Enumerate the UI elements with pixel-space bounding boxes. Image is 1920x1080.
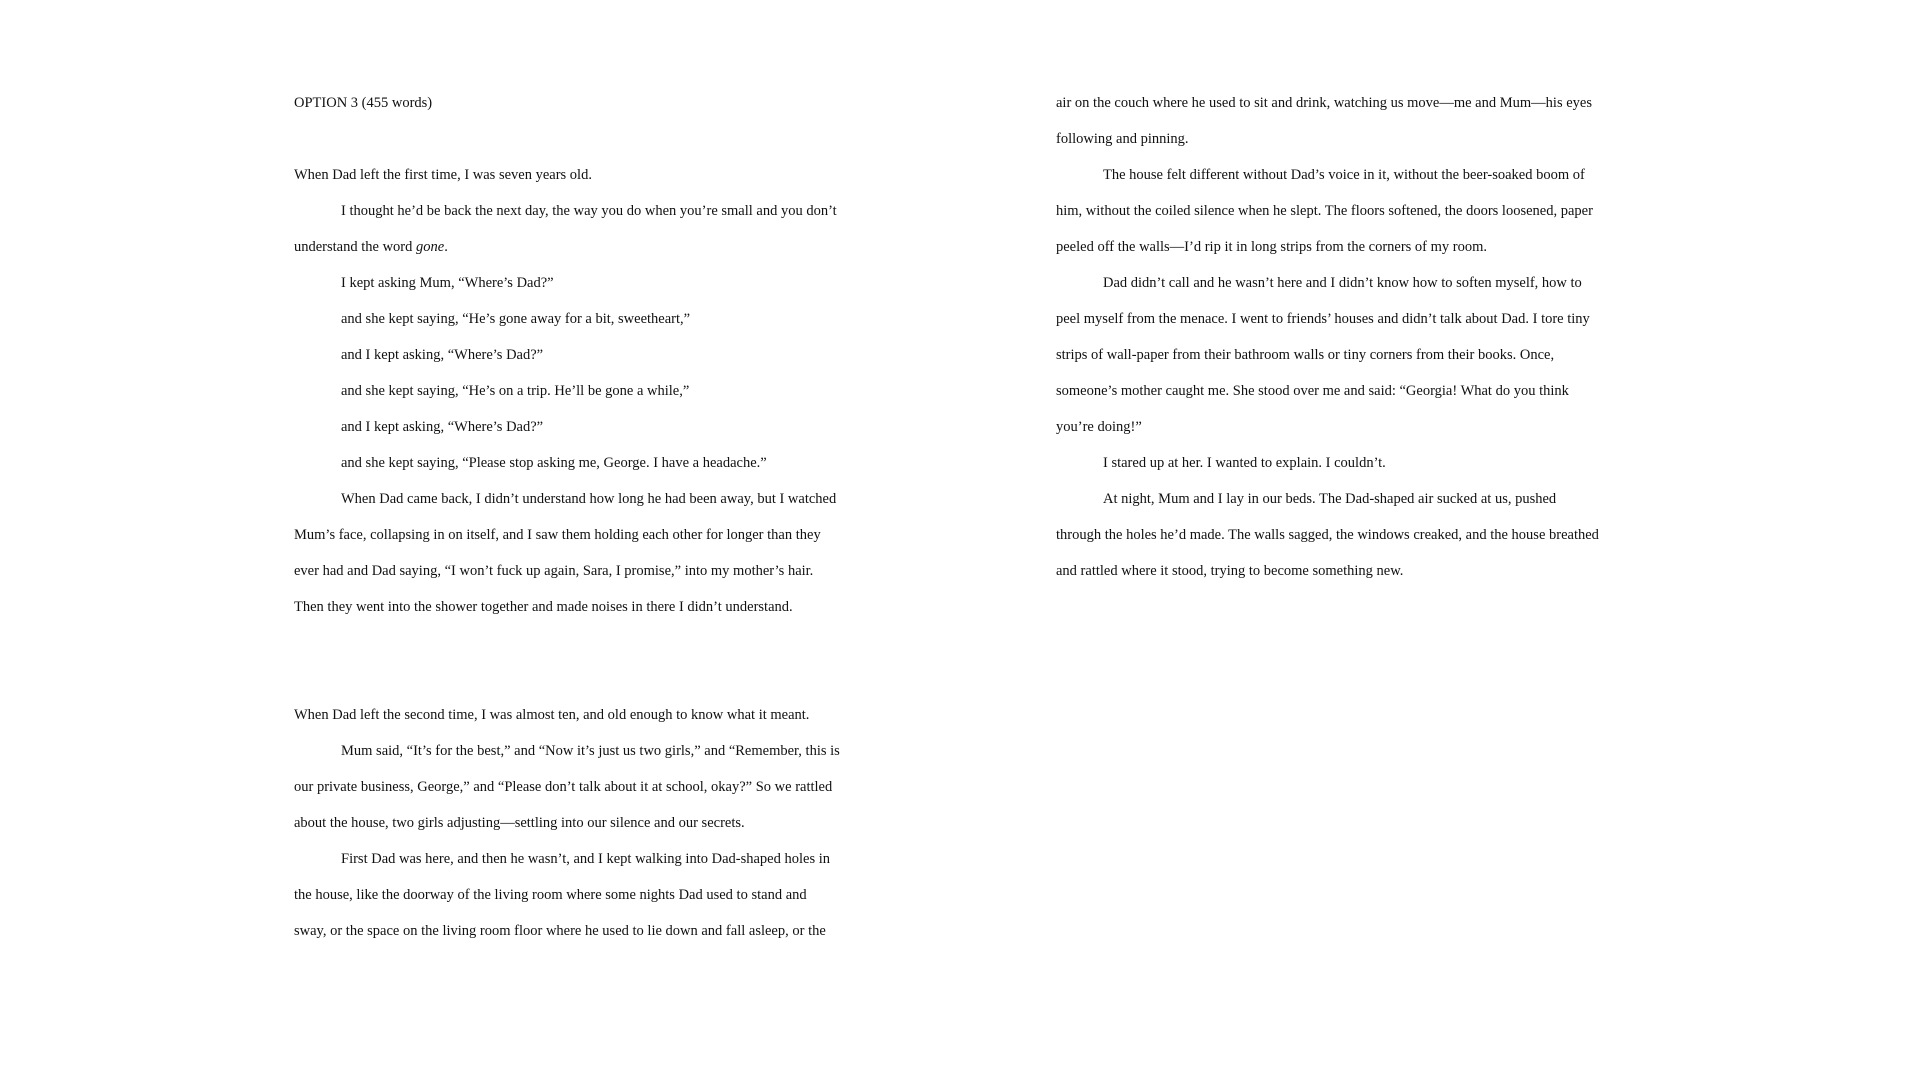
text-line: ever had and Dad saying, “I won’t fuck up again, Sara, I promise,” into my mother’s hair. [294, 563, 814, 579]
text-line: understand the word gone. [294, 239, 448, 255]
text-line: and rattled where it stood, trying to become something new. [1056, 563, 1404, 579]
text-line: Dad didn’t call and he wasn’t here and I didn’t know how to soften myself, how to [1103, 275, 1582, 291]
text-line: I thought he’d be back the next day, the way you do when you’re small and you don’t [341, 203, 837, 219]
document-heading: OPTION 3 (455 words) [294, 95, 433, 111]
text-line: peeled off the walls—I’d rip it in long strips from the corners of my room. [1056, 239, 1488, 255]
text-line: I stared up at her. I wanted to explain. I couldn’t. [1103, 455, 1386, 471]
text-line: Mum said, “It’s for the best,” and “Now it’s just us two girls,” and “Remember, this is [341, 743, 840, 759]
text-line: sway, or the space on the living room floor where he used to lie down and fall asleep, or the [294, 923, 826, 939]
text-line: through the holes he’d made. The walls sagged, the windows creaked, and the house breathed [1056, 527, 1599, 543]
text-line: and she kept saying, “Please stop asking me, George. I have a headache.” [341, 455, 767, 471]
right-page-body [1056, 85, 1636, 589]
text-line: you’re doing!” [1056, 419, 1142, 435]
text-line: and she kept saying, “He’s on a trip. He’ll be gone a while,” [341, 383, 690, 399]
text-line: and she kept saying, “He’s gone away for a bit, sweetheart,” [341, 311, 691, 327]
text-line: First Dad was here, and then he wasn’t, and I kept walking into Dad-shaped holes in [341, 851, 830, 867]
left-page-body [294, 121, 874, 949]
text-line: someone’s mother caught me. She stood over me and said: “Georgia! What do you think [1056, 383, 1569, 399]
text-line: strips of wall-paper from their bathroom walls or tiny corners from their books. Once, [1056, 347, 1555, 363]
text-line: I kept asking Mum, “Where’s Dad?” [341, 275, 554, 291]
emphasized-word: gone [416, 239, 445, 255]
text-line: air on the couch where he used to sit and drink, watching us move—me and Mum—his eyes [1056, 95, 1592, 111]
paragraph-gap [294, 121, 874, 157]
text-line: When Dad left the first time, I was seven years old. [294, 167, 592, 183]
text-line: and I kept asking, “Where’s Dad?” [341, 347, 544, 363]
text-line: him, without the coiled silence when he slept. The floors softened, the doors loosened, paper [1056, 203, 1593, 219]
paragraph-gap [294, 625, 874, 697]
text-line: When Dad came back, I didn’t understand how long he had been away, but I watched [341, 491, 837, 507]
text-line: about the house, two girls adjusting—settling into our silence and our secrets. [294, 815, 745, 831]
text-line: following and pinning. [1056, 131, 1189, 147]
text-line: When Dad left the second time, I was almost ten, and old enough to know what it meant. [294, 707, 810, 723]
text-line: our private business, George,” and “Please don’t talk about it at school, okay?” So we rattled [294, 779, 833, 795]
text-line: Mum’s face, collapsing in on itself, and I saw them holding each other for longer than they [294, 527, 821, 543]
text-line: The house felt different without Dad’s voice in it, without the beer-soaked boom of [1103, 167, 1585, 183]
text-line: At night, Mum and I lay in our beds. The Dad-shaped air sucked at us, pushed [1103, 491, 1557, 507]
text-line: and I kept asking, “Where’s Dad?” [341, 419, 544, 435]
text-line: peel myself from the menace. I went to friends’ houses and didn’t talk about Dad. I tore tiny [1056, 311, 1590, 327]
text-line: the house, like the doorway of the living room where some nights Dad used to stand and [294, 887, 807, 903]
text-line: Then they went into the shower together and made noises in there I didn’t understand. [294, 599, 793, 615]
right-page [1056, 85, 1636, 589]
left-page [294, 85, 874, 949]
